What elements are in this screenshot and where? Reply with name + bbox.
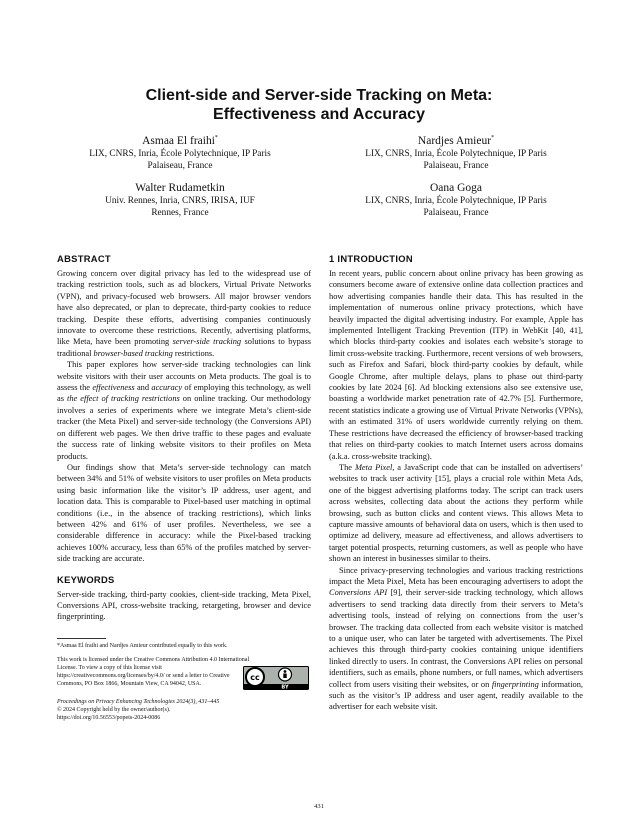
author-affiliation: LIX, CNRS, Inria, École Polytechnique, IP Paris [89,148,271,159]
author-location: Palaiseau, France [423,208,489,218]
author-location: Palaiseau, France [423,160,489,171]
paper-title [60,86,578,124]
author-block [331,131,581,172]
intro-paragraph: Since privacy-preserving technologies and various tracking restrictions impact the Meta Pixel, Meta has been encouraging advertisers to adopt the Conversions API [9], their server-side tracking technology, which allows advertisers to send tracking data directly from their servers to Meta’s advertising tools, instead of relying on connections from the user’s browser. The tracking data collected from each website visitor is matched to a unique user, who can later be targeted with advertisements. The Pixel achieves this through third-party cookies containing unique identifiers linked directly to users. In contrast, the Conversions API relies on personal identifiers, such as emails, phone numbers, or full names, which advertisers collect from users visiting their websites, or on fingerprinting information, such as the visitor’s IP address and user agent, readily available to the advertiser for each website visit. [329,565,584,712]
author-block [55,131,305,172]
author-block [55,181,305,219]
copyright-line: © 2024 Copyright held by the owner/author(s). [57,707,171,713]
author-name: Nardjes Amieur [417,134,492,147]
license-text: This work is licensed under the Creative Commons Attribution 4.0 International License. To view a copy of this license visit https://creativecommons.org/licenses/by/4.0/ or send a letter to Creative Commons, PO Box 1866, Mountain View, CA 94042, USA. [57,657,250,687]
abstract-heading: ABSTRACT [57,253,111,264]
introduction-heading: 1 INTRODUCTION [329,253,413,264]
author-name: Oana Goga [429,182,483,194]
proceedings-line: Proceedings on Privacy Enhancing Technologies 2024(3), 431–445 [57,699,220,705]
author-mark: * [214,135,218,141]
abstract-paragraph: This paper explores how server-side tracking technologies can link website visitors with their user accounts on Meta products. The goal is to assess the effectiveness and accuracy of employing this technology, as well as the effect of tracking restrictions on online tracking. Our methodology involves a series of experiments where we integrate Meta’s client-side tracker (the Meta Pixel) and server-side technology (the Conversions API) on different web pages. We then drive traffic to these pages and evaluate the success rate of linking website visitors to their profiles on Meta products. [57,360,312,461]
abstract-paragraph: Growing concern over digital privacy has led to the widespread use of tracking restriction tools, such as ad blockers, Virtual Private Networks (VPN), and privacy-focused web browsers. All major browser vendors have also deprecated, or plan to deprecate, third-party cookies to reduce tracking. Despite these efforts, advertising companies continuously innovate to overcome these restrictions. Recently, advertising platforms, like Meta, have been promoting server-side tracking solutions to bypass traditional browser-based tracking restrictions. [57,269,312,358]
author-affiliation: Univ. Rennes, Inria, CNRS, IRISA, IUF [105,196,255,206]
page-number: 431 [314,803,324,810]
author-name: Walter Rudametkin [135,182,225,194]
left-column [57,253,311,623]
cc-icon-label: cc [250,673,260,682]
author-location: Palaiseau, France [147,160,213,171]
keywords-text: Server-side tracking, third-party cookies, client-side tracking, Meta Pixel, Conversions API, cross-website tracking, retargeting, browser and device fingerprinting. [57,589,311,622]
doi-line: https://doi.org/10.56553/popets-2024-0086 [57,715,161,721]
author-location: Rennes, France [151,208,209,218]
title-line-2: Effectiveness and Accuracy [213,106,425,123]
author-name: Asmaa El fraihi [142,134,215,147]
title-line-1: Client-side and Server-side Tracking on Meta: [145,87,493,104]
by-label: BY [281,684,289,690]
intro-paragraph: In recent years, public concern about online privacy has been growing as consumers become aware of extensive online data collection practices and how advertising companies handle their data. This has resulted in the implementation of numerous online privacy protections, which have heavily impacted the digital advertising industry. For example, Apple has implemented Intelligent Tracking Prevention (ITP) in WebKit [40, 41], which blocks third-party cookies and isolates each website’s storage to limit cross-website tracking. Furthermore, recent versions of web browsers, such as Firefox and Safari, block third-party cookies by default, while Google Chrome, after multiple delays, plans to phase out third-party cookies by late 2024 [6]. Ad blocking extensions also see extensive use, boasting a worldwide market penetration rate of 42.7% [5]. Furthermore, recent statistics indicate a growing use of Virtual Private Networks (VPNs), with an estimated 31% of users worldwide currently relying on them. These restrictions have decreased the efficiency of browser-based tracking that relies on third-party cookies to match Internet users across domains (a.k.a. cross-website tracking). [329,269,583,461]
intro-paragraph: The Meta Pixel, a JavaScript code that can be installed on advertisers’ websites to track user activity [15], plays a crucial role within Meta Ads, one of the biggest advertising platforms today. The script can track users across websites, collecting data about the actions they perform while browsing, such as button clicks and content views. This allows Meta to capture massive amounts of behavioral data on users, which is then used to optimize ad delivery, measure ad effectiveness, and allows advertisers to target potential prospects, returning customers, as well as people who have shown an interest in businesses similar to theirs. [329,462,583,564]
publication-info [57,698,311,722]
author-affiliation: LIX, CNRS, Inria, École Polytechnique, IP Paris [365,196,547,206]
footnote-rule [57,638,106,639]
author-mark: * [491,135,495,141]
author-affiliation: LIX, CNRS, Inria, École Polytechnique, IP Paris [365,148,547,159]
keywords-heading: KEYWORDS [57,573,115,585]
footnote: *Asmaa El fraihi and Nardjes Amieur contributed equally to this work. [57,643,228,649]
cc-by-badge [243,666,309,690]
abstract-paragraph: Our findings show that Meta’s server-side technology can match between 34% and 51% of website visitors to user profiles on Meta products using basic information like the visitor’s IP address, user agent, and location data. This is comparable to Pixel-based user matching in optimal conditions (i.e., in the absence of tracking restrictions), which links between 42% and 61% of user profiles. Nevertheless, we see a considerable difference in accuracy: while the Pixel-based tracking achieves 100% accuracy, less than 65% of the profiles matched by server-side tracking are accurate. [57,462,311,564]
right-column [329,253,583,713]
author-block [331,181,581,219]
